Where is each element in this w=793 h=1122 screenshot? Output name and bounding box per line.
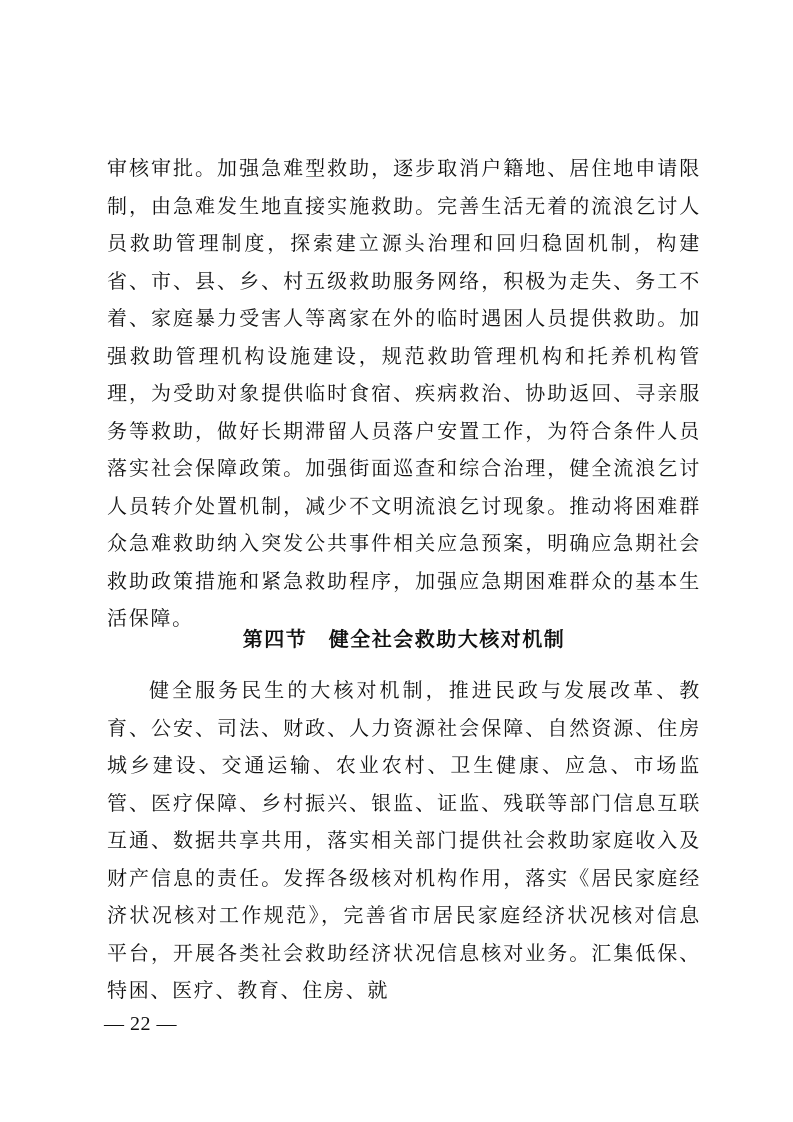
section-heading: 第四节 健全社会救助大核对机制	[242, 627, 566, 651]
body-paragraph-2: 健全服务民生的大核对机制，推进民政与发展改革、教育、公安、司法、财政、人力资源社会保障、自然资源、住房城乡建设、交通运输、农业农村、卫生健康、应急、市场监管、医疗保障、乡村振兴、银监、证监、残联等部门信息互联互通、数据共享共用，落实相关部门提供社会救助家庭收入及财产信息的责任。发挥各级核对机构作用，落实《居民家庭经济状况核对工作规范》，完善省市居民家庭经济状况核对信息平台，开展各类社会救助经济状况信息核对业务。汇集低保、特困、医疗、教育、住房、就	[107, 678, 701, 1002]
page-number: — 22 —	[104, 1013, 177, 1035]
body-paragraph-1: 审核审批。加强急难型救助，逐步取消户籍地、居住地申请限制，由急难发生地直接实施救助。完善生活无着的流浪乞讨人员救助管理制度，探索建立源头治理和回归稳固机制，构建省、市、县、乡、村五级救助服务网络，积极为走失、务工不着、家庭暴力受害人等离家在外的临时遇困人员提供救助。加强救助管理机构设施建设，规范救助管理机构和托养机构管理，为受助对象提供临时食宿、疾病救治、协助返回、寻亲服务等救助，做好长期滞留人员落户安置工作，为符合条件人员落实社会保障政策。加强街面巡查和综合治理，健全流浪乞讨人员转介处置机制，减少不文明流浪乞讨现象。推动将困难群众急难救助纳入突发公共事件相关应急预案，明确应急期社会救助政策措施和紧急救助程序，加强应急期困难群众的基本生活保障。	[107, 156, 701, 630]
